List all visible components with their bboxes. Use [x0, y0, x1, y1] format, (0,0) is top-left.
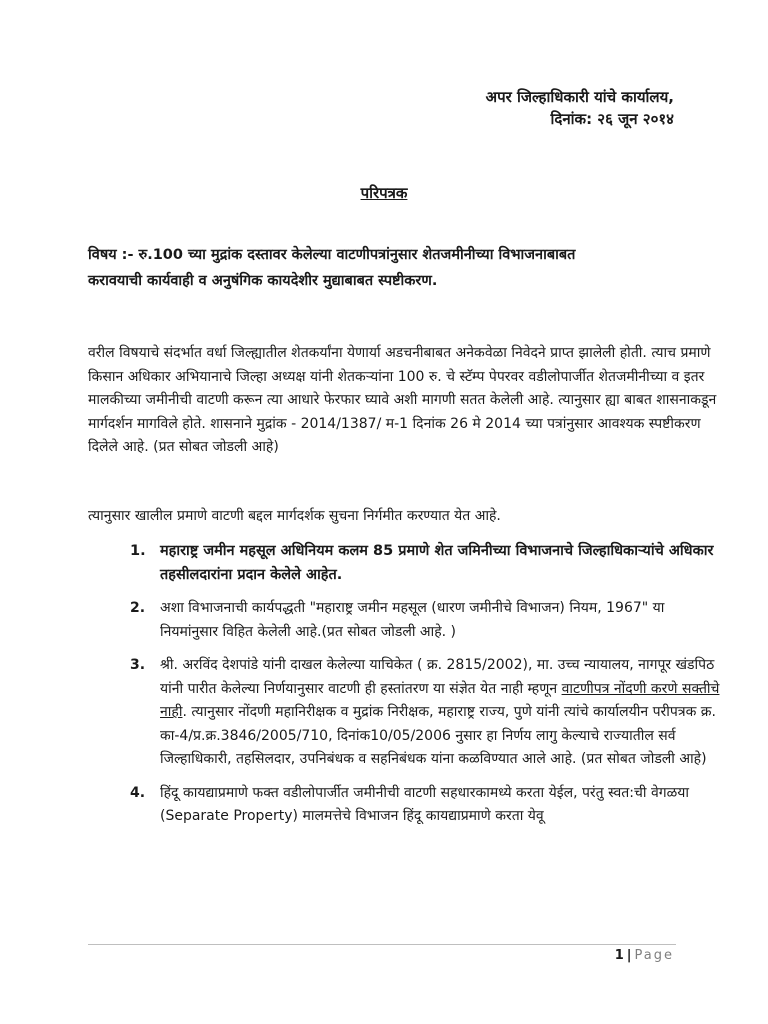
- list-item-text-before: श्री. अरविंद देशपांडे यांनी दाखल केलेल्या याचिकेत ( क्र. 2815/2002), मा. उच्च न्यायालय, नागपूर खंडपिठ यांनी पारीत केलेल्या निर्णयानुसार वाटणी ही हस्तांतरण या संज्ञेत येत नाही म्हणून: [160, 657, 715, 697]
- list-item-text-after: . त्यानुसार नोंदणी महानिरीक्षक व मुद्रांक निरीक्षक, महाराष्ट्र राज्य, पुणे यांनी त्यांचे कार्यालयीन परीपत्रक क्र. का-4/प्र.क्र.3846/2005/710, दिनांक10/05/2006 नुसार हा निर्णय लागु केल्याचे राज्यातील सर्व जिल्हाधिकारी, तहसिलदार, उपनिबंधक व सहनिबंधक यांना कळविण्यात आले आहे. (प्रत सोबत जोडली आहे): [160, 704, 716, 767]
- footer-separator: |: [626, 948, 632, 963]
- date-line: दिनांक: २६ जून २०१४: [550, 110, 674, 128]
- document-title: परिपत्रक: [360, 184, 408, 202]
- list-item: [130, 782, 720, 829]
- list-item-text: हिंदू कायद्याप्रमाणे फक्त वडीलोपार्जीत जमीनीची वाटणी सहधारकामध्ये करता येईल, परंतु स्वत:ची वेगळया (Separate Property) मालमत्तेचे विभाजन हिंदू कायद्याप्रमाणे करता येवू: [160, 784, 690, 824]
- list-item: [130, 597, 720, 644]
- lead-paragraph: त्यानुसार खालील प्रमाणे वाटणी बद्दल मार्गदर्शक सुचना निर्गमीत करण्यात येत आहे.: [88, 508, 501, 524]
- subject-line-2: करावयाची कार्यवाही व अनुषंगिक कायदेशीर मुद्याबाबत स्पष्टीकरण.: [88, 273, 438, 289]
- subject-block: [88, 242, 688, 294]
- list-item-text: अशा विभाजनाची कार्यपद्धती "महाराष्ट्र जमीन महसूल (धारण जमीनीचे विभाजन) नियम, 1967" या नियमांनुसार विहित केलेली आहे.(प्रत सोबत जोडली आहे. ): [160, 600, 665, 640]
- list-item-number: 3.: [130, 657, 146, 673]
- page-number: 1: [614, 948, 624, 963]
- list-item: [130, 540, 720, 587]
- underlined-phrase: वाटणीपत्र नोंदणी करणे सक्तीचे नाही: [160, 680, 720, 720]
- page-label: Page: [634, 948, 674, 963]
- instruction-list: [130, 540, 720, 839]
- list-item-number: 1.: [130, 543, 146, 559]
- list-item-number: 2.: [130, 600, 146, 616]
- list-item-number: 4.: [130, 784, 146, 801]
- intro-paragraph: वरील विषयाचे संदर्भात वर्धा जिल्ह्यातील शेतकर्यांना येणार्या अडचनीबाबत अनेकवेळा निवेदने प्राप्त झालेली होती. त्याच प्रमाणे किसान अधिकार अभियानाचे जिल्हा अध्यक्ष यांनी शेतकऱ्यांना 100 रु. चे स्टॅम्प पेपरवर वडीलोपार्जीत शेतजमीनीच्या व इतर मालकीच्या जमीनीची वाटणी करून त्या आधारे फेरफार घ्यावे अशी मागणी सतत केलेली आहे. त्यानुसार ह्या बाबत शासनाकडून मार्गदर्शन मागविले होते. शासनाने मुद्रांक - 2014/1387/ म-1 दिनांक 26 मे 2014 च्या पत्रांनुसार आवश्यक स्पष्टीकरण दिलेले आहे. (प्रत सोबत जोडली आहे): [88, 345, 717, 455]
- list-item-text: महाराष्ट्र जमीन महसूल अधिनियम कलम 85 प्रमाणे शेत जमिनीच्या विभाजनाचे जिल्हाधिकाऱ्यांचे अधिकार तहसीलदारांना प्रदान केलेले आहेत.: [160, 543, 714, 583]
- subject-line-1: विषय :- रु.100 च्या मुद्रांक दस्तावर केलेल्या वाटणीपत्रांनुसार शेतजमीनीच्या विभाजनाबाबत: [88, 247, 576, 263]
- letterhead: [486, 86, 674, 130]
- footer-divider: [88, 944, 676, 945]
- office-name: अपर जिल्हाधिकारी यांचे कार्यालय,: [485, 88, 674, 106]
- list-item: [130, 654, 720, 772]
- page-footer: [615, 948, 674, 963]
